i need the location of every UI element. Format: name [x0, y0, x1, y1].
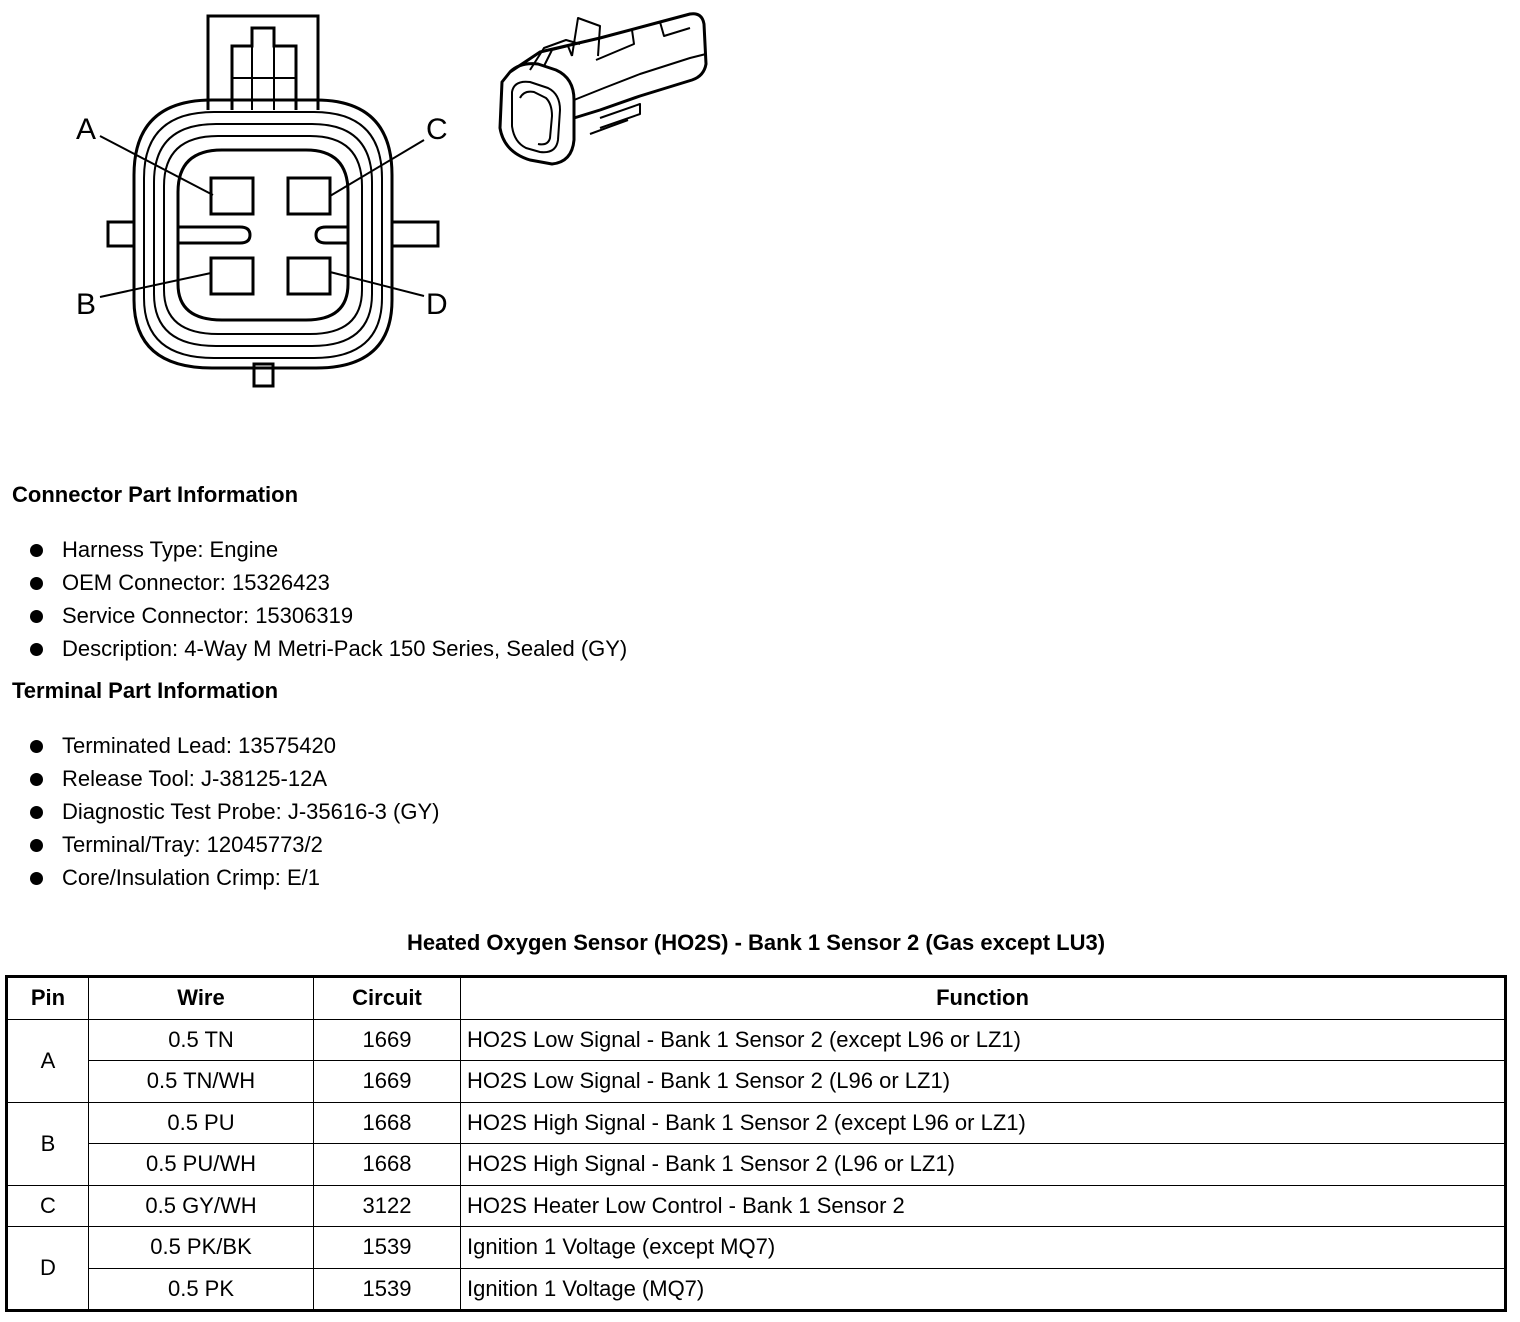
table-row	[7, 1144, 1506, 1186]
list-item	[28, 533, 627, 566]
table-row	[7, 1061, 1506, 1103]
function-cell: HO2S High Signal - Bank 1 Sensor 2 (L96 or LZ1)	[461, 1144, 1506, 1186]
bullet-icon	[30, 806, 43, 819]
item-text: Terminated Lead: 13575420	[62, 733, 336, 758]
bullet-icon	[30, 610, 43, 623]
list-item	[28, 762, 439, 795]
circuit-cell: 3122	[314, 1185, 461, 1227]
bullet-icon	[30, 872, 43, 885]
connector-part-info-title: Connector Part Information	[12, 482, 299, 507]
table-row	[7, 1102, 1506, 1144]
wire-cell: 0.5 GY/WH	[89, 1185, 314, 1227]
table-title: Heated Oxygen Sensor (HO2S) - Bank 1 Sensor 2 (Gas except LU3)	[406, 930, 1106, 955]
item-text: Harness Type: Engine	[62, 537, 279, 562]
table-row	[7, 1268, 1506, 1311]
function-cell: HO2S Low Signal - Bank 1 Sensor 2 (except L96 or LZ1)	[461, 1019, 1506, 1061]
list-item	[28, 861, 439, 894]
item-text: OEM Connector: 15326423	[62, 570, 330, 595]
terminal-part-info-list	[28, 729, 439, 894]
item-text: Terminal/Tray: 12045773/2	[62, 832, 323, 857]
connector-isometric-diagram	[490, 10, 720, 175]
pin-cell: C	[7, 1185, 89, 1227]
function-cell: HO2S High Signal - Bank 1 Sensor 2 (except L96 or LZ1)	[461, 1102, 1506, 1144]
list-item	[28, 729, 439, 762]
list-item	[28, 599, 627, 632]
bullet-icon	[30, 740, 43, 753]
connector-part-info-list	[28, 533, 627, 665]
bullet-icon	[30, 577, 43, 590]
bullet-icon	[30, 643, 43, 656]
circuit-cell: 1539	[314, 1268, 461, 1311]
terminal-part-info-title: Terminal Part Information	[12, 678, 279, 703]
item-text: Release Tool: J-38125-12A	[62, 766, 327, 791]
header-pin: Pin	[7, 977, 89, 1020]
circuit-cell: 1539	[314, 1227, 461, 1269]
wire-cell: 0.5 TN/WH	[89, 1061, 314, 1103]
list-item	[28, 632, 627, 665]
function-cell: Ignition 1 Voltage (except MQ7)	[461, 1227, 1506, 1269]
circuit-cell: 1668	[314, 1102, 461, 1144]
pin-label-a: A	[76, 113, 97, 146]
circuit-cell: 1668	[314, 1144, 461, 1186]
circuit-cell: 1669	[314, 1061, 461, 1103]
function-cell: HO2S Heater Low Control - Bank 1 Sensor 2	[461, 1185, 1506, 1227]
pin-label-b: B	[76, 288, 97, 321]
function-cell: HO2S Low Signal - Bank 1 Sensor 2 (L96 or LZ1)	[461, 1061, 1506, 1103]
list-item	[28, 795, 439, 828]
pin-cell: A	[7, 1019, 89, 1102]
item-text: Core/Insulation Crimp: E/1	[62, 865, 320, 890]
item-text: Diagnostic Test Probe: J-35616-3 (GY)	[62, 799, 440, 824]
table-row	[7, 1185, 1506, 1227]
wire-cell: 0.5 PK/BK	[89, 1227, 314, 1269]
pin-cell: D	[7, 1227, 89, 1311]
table-row	[7, 1019, 1506, 1061]
item-text: Service Connector: 15306319	[62, 603, 354, 628]
list-item	[28, 566, 627, 599]
wire-cell: 0.5 PU	[89, 1102, 314, 1144]
circuit-cell: 1669	[314, 1019, 461, 1061]
table-row	[7, 1227, 1506, 1269]
list-item	[28, 828, 439, 861]
connector-face-diagram	[60, 8, 480, 398]
table-header-row	[7, 977, 1506, 1020]
bullet-icon	[30, 773, 43, 786]
header-function: Function	[461, 977, 1506, 1020]
wire-cell: 0.5 PU/WH	[89, 1144, 314, 1186]
item-text: Description: 4-Way M Metri-Pack 150 Series, Sealed (GY)	[62, 636, 628, 661]
pin-cell: B	[7, 1102, 89, 1185]
pin-label-c: C	[426, 113, 448, 146]
header-circuit: Circuit	[314, 977, 461, 1020]
pin-label-d: D	[426, 288, 448, 321]
function-cell: Ignition 1 Voltage (MQ7)	[461, 1268, 1506, 1311]
bullet-icon	[30, 839, 43, 852]
wire-cell: 0.5 PK	[89, 1268, 314, 1311]
header-wire: Wire	[89, 977, 314, 1020]
wire-cell: 0.5 TN	[89, 1019, 314, 1061]
pinout-table	[5, 975, 1507, 1312]
bullet-icon	[30, 544, 43, 557]
